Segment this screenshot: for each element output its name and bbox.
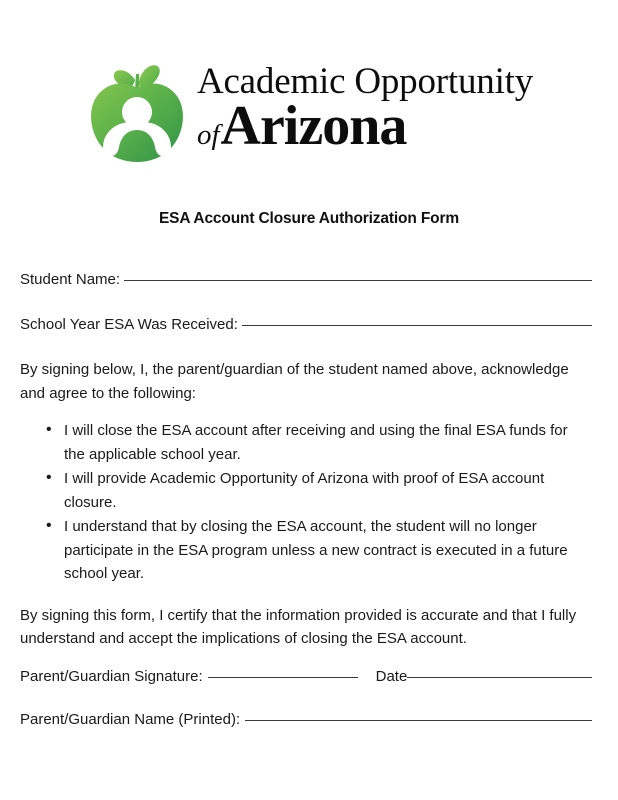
apple-person-logo-icon: [85, 52, 189, 164]
list-item: • I will close the ESA account after receiving and using the final ESA funds for the applicable school year.: [46, 419, 592, 466]
signature-row: [20, 668, 592, 685]
intro-paragraph: By signing below, I, the parent/guardian of the student named above, acknowledge and agree to the following:: [20, 361, 569, 402]
logo-arizona-text: Arizona: [220, 95, 407, 158]
field-blank-student-name[interactable]: [124, 280, 592, 281]
field-label-student-name: Student Name:: [20, 271, 121, 288]
printed-name-label: Parent/Guardian Name (Printed):: [20, 711, 241, 728]
logo-wordmark: [196, 61, 534, 158]
agreement-list: [20, 419, 592, 586]
signature-label: Parent/Guardian Signature:: [20, 668, 203, 685]
field-student-name: [20, 268, 592, 291]
page-title: ESA Account Closure Authorization Form: [158, 210, 459, 227]
certify-paragraph: By signing this form, I certify that the information provided is accurate and that I fully understand and accept the implications of closing the ESA account.: [20, 606, 577, 647]
date-blank[interactable]: [407, 677, 592, 678]
printed-name-row: [20, 711, 592, 728]
printed-name-blank[interactable]: [245, 720, 592, 721]
field-blank-school-year[interactable]: [242, 325, 592, 326]
form-body: [20, 268, 592, 651]
signature-blank[interactable]: [208, 677, 358, 678]
field-label-school-year: School Year ESA Was Received:: [20, 316, 238, 333]
signature-block: [20, 668, 592, 754]
logo-line-academic-opportunity: Academic Opportunity: [196, 61, 534, 103]
list-item: • I will provide Academic Opportunity of Arizona with proof of ESA account closure.: [46, 467, 592, 514]
field-school-year: [20, 313, 592, 336]
organization-logo: [0, 52, 618, 164]
logo-line-of-arizona: [196, 95, 407, 158]
list-item: • I understand that by closing the ESA account, the student will no longer participate in the ESA program unless a new contract is executed in a future school year.: [46, 515, 592, 586]
date-label: Date: [375, 668, 408, 685]
logo-of-text: of: [196, 119, 220, 152]
